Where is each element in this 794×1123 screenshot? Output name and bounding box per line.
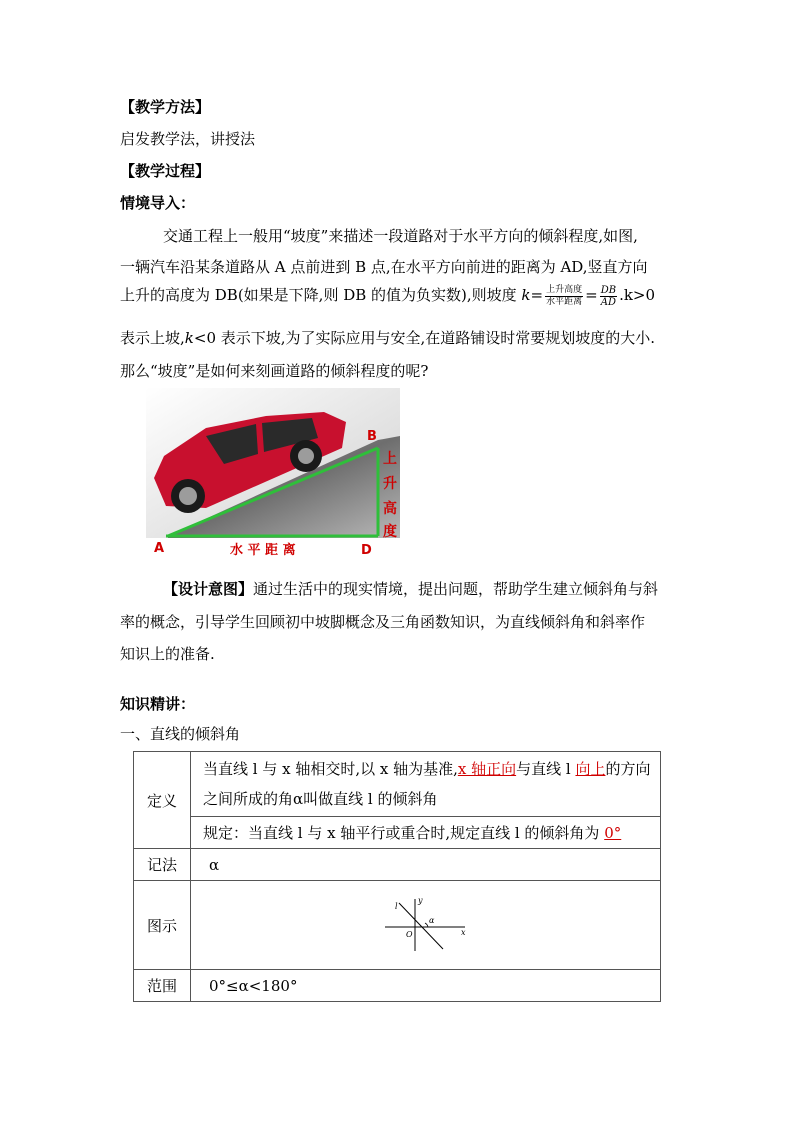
label-b: B (367, 429, 377, 444)
label-d: D (361, 543, 372, 558)
equals-sign-2: = (585, 286, 598, 304)
diagram-x-label: x (460, 928, 466, 937)
equals-sign: = (530, 286, 544, 304)
definition-cell (191, 752, 661, 817)
section-method-text: 启发教学法，讲授法 (120, 130, 256, 148)
intro-p3-text: 上升的高度为 DB(如果是下降,则 DB 的值为负实数),则坡度 (120, 286, 522, 304)
intro-p4-end: <0 表示下坡,为了实际应用与安全,在道路铺设时常要规划坡度的大小. (193, 329, 656, 347)
table-row-diagram (134, 881, 661, 970)
knowledge-subheading: 一、直线的倾斜角 (120, 725, 241, 743)
notation-head: 记法 (134, 849, 191, 881)
diagram-y-label: y (417, 896, 423, 905)
table-row-rule (134, 817, 661, 849)
section-method-title: 【教学方法】 (120, 98, 211, 116)
label-a: A (154, 541, 165, 556)
design-paragraph-1 (163, 578, 658, 599)
definition-line-1 (203, 754, 660, 784)
fraction-denominator: 水平距离 (546, 296, 583, 307)
intro-heading: 情境导入： (120, 194, 196, 212)
rule-zero-degree: 0° (604, 824, 622, 842)
rule-text: 规定：当直线 l 与 x 轴平行或重合时,规定直线 l 的倾斜角为 (203, 824, 605, 842)
label-vertical-4: 度 (383, 524, 397, 540)
slope-figure (146, 388, 400, 558)
diagram-head: 图示 (134, 881, 191, 970)
fraction-ad: AD (600, 296, 616, 308)
notation-value: α (191, 849, 661, 881)
def-text-c: 与直线 l (516, 760, 576, 778)
diagram-cell (191, 881, 661, 970)
design-text-1: 通过生活中的现实情境，提出问题，帮助学生建立倾斜角与斜 (253, 580, 659, 598)
label-vertical-3: 高 (383, 501, 397, 517)
angle-arc (425, 923, 428, 927)
diagram-l-label: l (394, 902, 398, 911)
table-row-notation (134, 849, 661, 881)
k-positive: .k>0 (619, 286, 656, 304)
definition-line-2: 之间所成的角α叫做直线 l 的倾斜角 (203, 790, 438, 808)
design-paragraph-3: 知识上的准备. (120, 645, 215, 663)
k-symbol: k (521, 286, 531, 304)
k-symbol-2: k (184, 329, 194, 347)
intro-paragraph-5: 那么“坡度”是如何来刻画道路的倾斜程度的呢? (120, 362, 429, 380)
table-row-definition (134, 752, 661, 817)
def-text-e: 的方向 (605, 760, 651, 778)
intro-paragraph-1: 交通工程上一般用“坡度”来描述一段道路对于水平方向的倾斜程度,如图, (163, 227, 638, 245)
intro-paragraph-3 (120, 284, 655, 308)
fraction-numerator: 上升高度 (546, 284, 583, 295)
slope-fraction-words (545, 285, 583, 308)
intro-paragraph-4 (120, 327, 655, 348)
inclination-table (133, 751, 661, 1002)
table-row-range (134, 970, 661, 1002)
def-upward: 向上 (575, 760, 606, 778)
diagram-origin-label: O (405, 930, 413, 939)
range-head: 范围 (134, 970, 191, 1002)
fraction-db: DB (600, 284, 617, 296)
diagram-alpha-label: α (428, 916, 434, 925)
section-process-title: 【教学过程】 (120, 162, 211, 180)
range-value: 0°≤α<180° (191, 970, 661, 1002)
label-horizontal-distance: 水 平 距 离 (230, 543, 296, 558)
intro-paragraph-2: 一辆汽车沿某条道路从 A 点前进到 B 点,在水平方向前进的距离为 AD,竖直方向 (120, 258, 648, 276)
def-text-a: 当直线 l 与 x 轴相交时,以 x 轴为基准, (203, 760, 458, 778)
definition-head: 定义 (134, 752, 191, 849)
line-l (399, 903, 443, 949)
design-paragraph-2: 率的概念，引导学生回顾初中坡脚概念及三角函数知识，为直线倾斜角和斜率作 (120, 613, 646, 631)
slope-fraction-letters (600, 285, 617, 308)
inclination-diagram (381, 895, 471, 955)
design-title: 【设计意图】 (163, 580, 254, 598)
def-x-positive: x 轴正向 (457, 760, 517, 778)
intro-p4-start: 表示上坡, (120, 329, 185, 347)
rule-cell (191, 817, 661, 849)
label-vertical-1: 上 (383, 451, 397, 467)
label-vertical-2: 升 (383, 476, 397, 492)
knowledge-heading: 知识精讲： (120, 695, 196, 713)
